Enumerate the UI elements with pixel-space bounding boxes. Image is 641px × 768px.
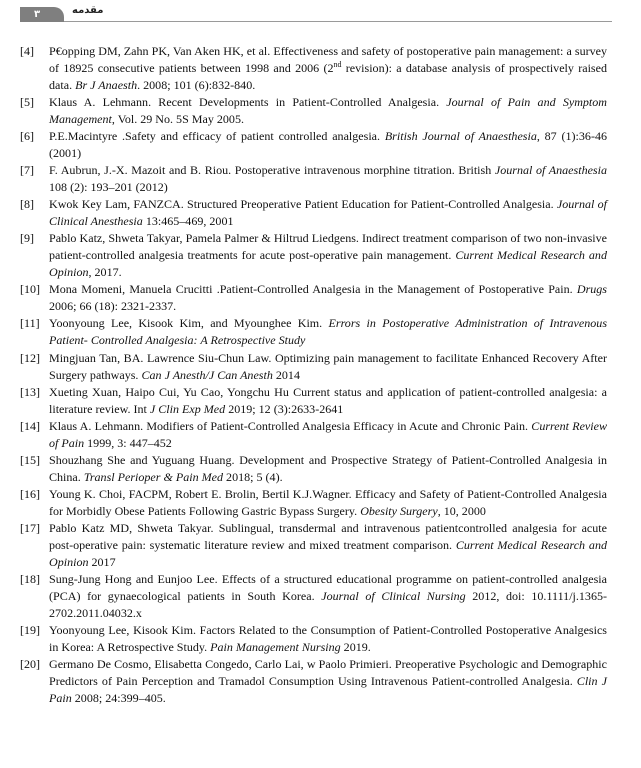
reference-item: [20, 350, 607, 384]
reference-number: [16]: [20, 487, 41, 501]
reference-number: [9]: [20, 231, 35, 245]
reference-item: [20, 43, 607, 94]
reference-text: 2019.: [340, 640, 371, 654]
reference-journal: Journal of Clinical Nursing: [321, 589, 466, 603]
reference-journal: Errors in Postoperative Administration of Intravenous Patient- Controlled Analgesia: A Retrospective Study: [49, 316, 608, 347]
reference-journal: Transl Perioper & Pain Med: [83, 470, 224, 484]
reference-text: P€opping DM, Zahn PK, Van Aken HK, et al. Effectiveness and safety of postoperative pain management: a survey of 18925 consecutive patients between 1998 and 2006 (2: [49, 44, 607, 75]
reference-item: [20, 230, 607, 281]
reference-item: [20, 162, 607, 196]
reference-item: [20, 281, 607, 315]
reference-text: Klaus A. Lehmann. Recent Developments in Patient-Controlled Analgesia.: [49, 95, 447, 109]
reference-text: Mona Momeni, Manuela Crucitti .Patient-Controlled Analgesia in the Management of Postoperative Pain.: [49, 282, 577, 296]
reference-item: [20, 196, 607, 230]
reference-number: [11]: [20, 316, 40, 330]
reference-text: Yoonyoung Lee, Kisook Kim, and Myounghee Kim.: [49, 316, 329, 330]
reference-item: [20, 384, 607, 418]
reference-text: Shouzhang She and Yuguang Huang. Development and Prospective Strategy of Patient-Controlled Analgesia in China.: [49, 453, 607, 484]
reference-journal: Journal of Anaesthesia: [494, 163, 607, 177]
header-rule: [20, 21, 612, 22]
reference-number: [20]: [20, 657, 41, 671]
reference-text: 2019; 12 (3):2633-2641: [225, 402, 344, 416]
reference-text: Kwok Key Lam, FANZCA. Structured Preoperative Patient Education for Patient-Controlled Analgesia.: [49, 197, 557, 211]
reference-text: 2012, doi: 10.1111/j.1365-2702.2011.04032.x: [49, 589, 608, 620]
reference-text: 2018; 5 (4).: [223, 470, 283, 484]
reference-text: nd: [333, 59, 342, 69]
reference-item: [20, 128, 607, 162]
reference-number: [4]: [20, 44, 35, 58]
reference-text: 108 (2): 193–201 (2012): [49, 180, 168, 194]
reference-journal: Obesity Surgery: [360, 504, 438, 518]
reference-text: Young K. Choi, FACPM, Robert E. Brolin, Bertil K.J.Wagner. Efficacy and Safety of Patient-Controlled Analgesia for Morbidly Obese Patients Following Gastric Bypass Surgery.: [49, 487, 607, 518]
reference-text: Germano De Cosmo, Elisabetta Congedo, Carlo Lai, w Paolo Primieri. Preoperative Psychologic and Demographic Predictors of Pain Perception and Tramadol Consumption Using Intravenous Patient-controlled Analgesia.: [49, 657, 607, 688]
reference-text: Yoonyoung Lee, Kisook Kim. Factors Related to the Consumption of Patient-Controlled Postoperative Analgesics in Korea: A Retrospective Study.: [49, 623, 607, 654]
reference-text: , 10, 2000: [437, 504, 486, 518]
reference-journal: Can J Anesth/J Can Anesth: [141, 368, 273, 382]
reference-text: revision): a database analysis of prospectively raised data.: [49, 61, 607, 92]
section-title: مقدمه: [72, 5, 104, 16]
reference-number: [10]: [20, 282, 41, 296]
reference-list: [20, 43, 607, 707]
page-header: [0, 0, 641, 30]
reference-text: Pablo Katz MD, Shweta Takyar. Sublingual, transdermal and intravenous patientcontrolled analgesia for acute post-operative pain: systematic literature review and mixed treatment comparison.: [49, 521, 607, 552]
reference-text: 2006; 66 (18): 2321-2337.: [49, 299, 177, 313]
reference-journal: Journal of Clinical Anesthesia: [49, 197, 607, 228]
reference-text: Mingjuan Tan, BA. Lawrence Siu-Chun Law. Optimizing pain management to facilitate Enhanced Recovery After Surgery pathways.: [49, 351, 607, 382]
reference-text: F. Aubrun, J.-X. Mazoit and B. Riou. Postoperative intravenous morphine titration. British: [49, 163, 495, 177]
reference-number: [7]: [20, 163, 35, 177]
reference-text: 2008; 24:399–405.: [71, 691, 166, 705]
reference-text: , 2017.: [88, 265, 122, 279]
reference-number: [15]: [20, 453, 41, 467]
reference-journal: Br J Anaesth: [75, 78, 138, 92]
reference-number: [6]: [20, 129, 35, 143]
reference-journal: British Journal of Anaesthesia: [384, 129, 537, 143]
reference-text: Sung-Jung Hong and Eunjoo Lee. Effects of a structured educational programme on patient-controlled analgesia (PCA) for gynaecological patients in South Korea.: [49, 572, 607, 603]
reference-journal: Current Review of Pain: [49, 419, 608, 450]
reference-text: , 87 (1):36-46 (2001): [49, 129, 608, 160]
reference-number: [19]: [20, 623, 41, 637]
reference-item: [20, 622, 607, 656]
reference-text: . 2008; 101 (6):832-840.: [137, 78, 256, 92]
reference-item: [20, 656, 607, 707]
reference-number: [17]: [20, 521, 41, 535]
reference-item: [20, 486, 607, 520]
reference-text: 13:465–469, 2001: [142, 214, 234, 228]
reference-text: Klaus A. Lehmann. Modifiers of Patient-Controlled Analgesia Efficacy in Acute and Chronic Pain.: [49, 419, 532, 433]
reference-journal: Current Medical Research and Opinion: [49, 538, 607, 569]
reference-item: [20, 315, 607, 349]
reference-item: [20, 452, 607, 486]
reference-item: [20, 418, 607, 452]
reference-number: [18]: [20, 572, 41, 586]
reference-number: [5]: [20, 95, 35, 109]
reference-journal: J Clin Exp Med: [149, 402, 226, 416]
reference-number: [12]: [20, 351, 41, 365]
reference-journal: Journal of Pain and Symptom Management: [49, 95, 607, 126]
reference-journal: Clin J Pain: [49, 674, 607, 705]
reference-journal: Current Medical Research and Opinion: [49, 248, 607, 279]
reference-text: Xueting Xuan, Haipo Cui, Yu Cao, Yongchu Hu Current status and application of patient-controlled analgesia: a literature review. Int: [49, 385, 607, 416]
reference-text: , Vol. 29 No. 5S May 2005.: [111, 112, 244, 126]
reference-journal: Pain Management Nursing: [210, 640, 341, 654]
reference-text: P.E.Macintyre .Safety and efficacy of patient controlled analgesia.: [49, 129, 385, 143]
reference-number: [8]: [20, 197, 35, 211]
reference-text: Pablo Katz, Shweta Takyar, Pamela Palmer & Hiltrud Liedgens. Indirect treatment comparison of two non-invasive patient-controlled analgesia treatments for acute post-operative pain management.: [49, 231, 607, 262]
reference-item: [20, 571, 607, 622]
reference-text: 2014: [272, 368, 300, 382]
reference-number: [14]: [20, 419, 41, 433]
reference-item: [20, 94, 607, 128]
reference-number: [13]: [20, 385, 41, 399]
reference-text: 2017: [88, 555, 116, 569]
page-number: ۳: [33, 9, 41, 20]
reference-item: [20, 520, 607, 571]
reference-text: 1999, 3: 447–452: [84, 436, 172, 450]
reference-journal: Drugs: [576, 282, 607, 296]
